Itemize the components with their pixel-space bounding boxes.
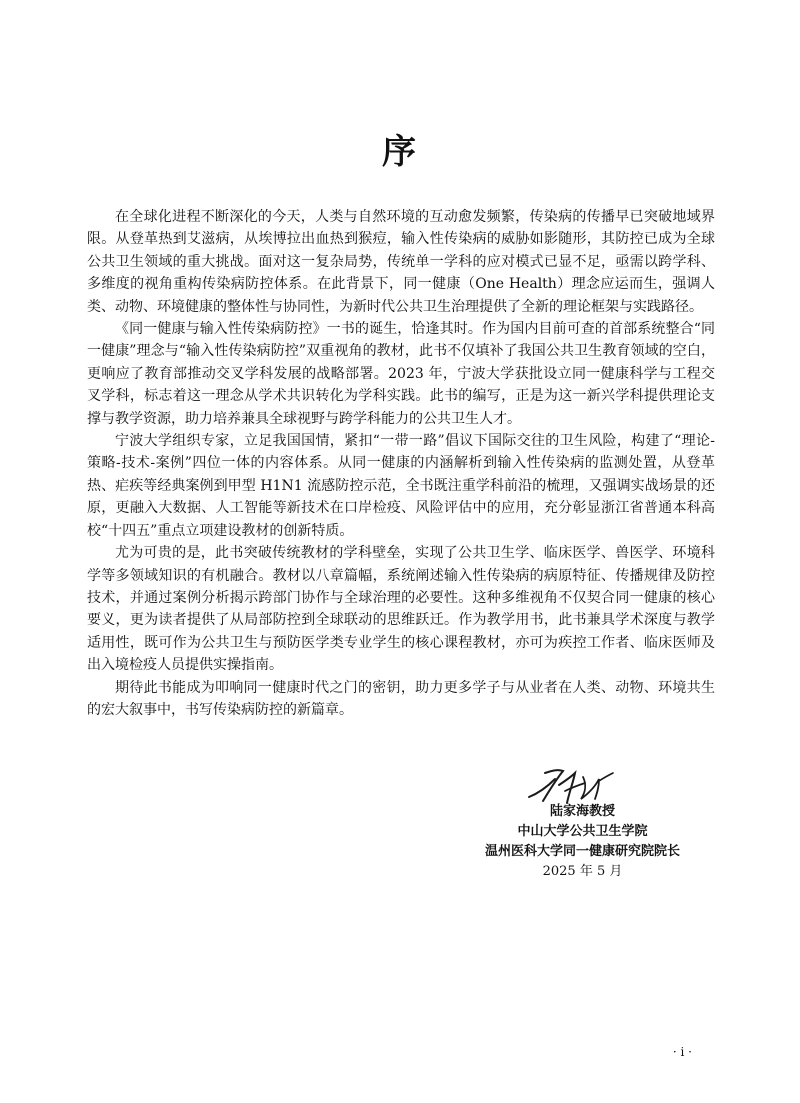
author-date: 2025 年 5 月 [542,864,623,879]
author-block [460,802,705,882]
page-number: · i · [672,1045,692,1059]
author-affiliation-1: 中山大学公共卫生学院 [517,824,648,839]
preface-body [87,206,715,721]
page-title: 序 [382,132,418,172]
author-name: 陆家海教授 [549,804,615,819]
paragraph-2: 《同一健康与输入性传染病防控》一书的诞生，恰逢其时。作为国内目前可查的首部系统整合“同一健康”理念与“输入性传染病防控”双重视角的教材，此书不仅填补了我国公共卫生教育领域的空白，更响应了教育部推动交叉学科发展的战略部署。2023 年，宁波大学获批设立同一健康科学与工程交叉学科，标志着这一理念从学术共识转化为学科实践。此书的编写，正是为这一新兴学科提供理论支撑与教学资源，助力培养兼具全球视野与跨学科能力的公共卫生人才。 [87,321,715,427]
handwritten-signature [525,763,617,807]
paragraph-1: 在全球化进程不断深化的今天，人类与自然环境的互动愈发频繁，传染病的传播早已突破地域界限。从登革热到艾滋病，从埃博拉出血热到猴痘，输入性传染病的威胁如影随形，其防控已成为全球公共卫生领域的重大挑战。面对这一复杂局势，传统单一学科的应对模式已显不足，亟需以跨学科、多维度的视角重构传染病防控体系。在此背景下，同一健康（One Health）理念应运而生，强调人类、动物、环境健康的整体性与协同性，为新时代公共卫生治理提供了全新的理论框架与实践路径。 [87,209,715,315]
author-affiliation-2: 温州医科大学同一健康研究院院长 [484,844,680,859]
paragraph-3: 宁波大学组织专家，立足我国国情，紧扣“一带一路”倡议下国际交往的卫生风险，构建了“理论-策略-技术-案例”四位一体的内容体系。从同一健康的内涵解析到输入性传染病的监测处置，从登革热、疟疾等经典案例到甲型 H1N1 流感防控示范，全书既注重学科前沿的梳理，又强调实战场景的还原，更融入大数据、人工智能等新技术在口岸检疫、风险评估中的应用，充分彰显浙江省普通本科高校“十四五”重点立项建设教材的创新特质。 [87,433,715,539]
paragraph-4: 尤为可贵的是，此书突破传统教材的学科壁垒，实现了公共卫生学、临床医学、兽医学、环境科学等多领域知识的有机融合。教材以八章篇幅，系统阐述输入性传染病的病原特征、传播规律及防控技术，并通过案例分析揭示跨部门协作与全球治理的必要性。这种多维视角不仅契合同一健康的核心要义，更为读者提供了从局部防控到全球联动的思维跃迁。作为教学用书，此书兼具学术深度与教学适用性，既可作为公共卫生与预防医学类专业学生的核心课程教材，亦可为疾控工作者、临床医师及出入境检疫人员提供实操指南。 [87,545,715,674]
paragraph-5: 期待此书能成为叩响同一健康时代之门的密钥，助力更多学子与从业者在人类、动物、环境共生的宏大叙事中，书写传染病防控的新篇章。 [87,679,715,718]
